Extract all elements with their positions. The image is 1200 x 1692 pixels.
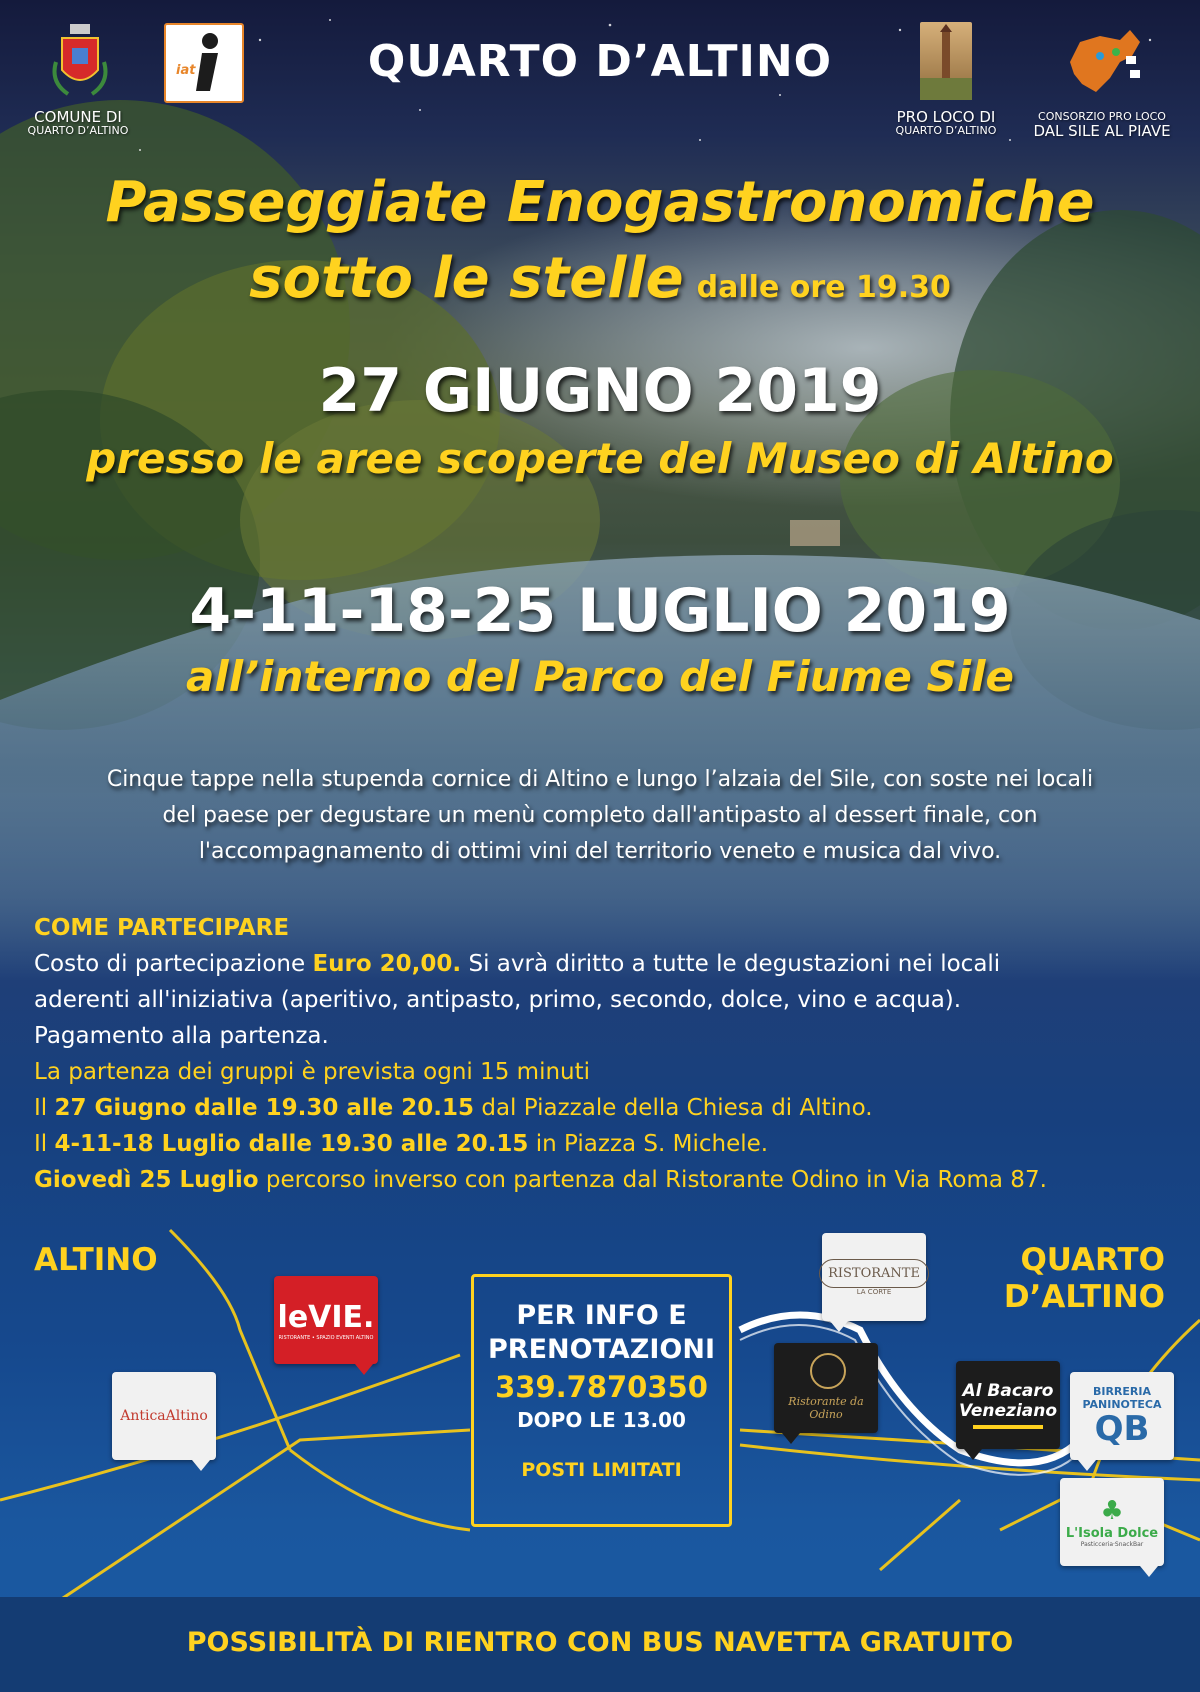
proloco-line1: PRO LOCO DI <box>896 108 996 126</box>
intro-line3: l'accompagnamento di ottimi vini del territorio veneto e musica dal vivo. <box>198 839 1002 864</box>
july-dates: 4-11-18-25 LUGLIO 2019 <box>189 576 1011 646</box>
july-location: all’interno del Parco del Fiume Sile <box>185 652 1015 701</box>
odino-crest-icon <box>810 1353 846 1389</box>
l5b: 27 Giugno dalle 19.30 alle 20.15 <box>54 1095 475 1121</box>
event-title-line2 <box>0 246 1200 311</box>
ristorante-odino-card <box>774 1343 878 1433</box>
l7b: percorso inverso con partenza dal Ristorante Odino in Via Roma 87. <box>258 1167 1047 1193</box>
levie-restaurant-card <box>274 1276 378 1364</box>
proloco-line2: QUARTO D’ALTINO <box>895 124 997 137</box>
info-line1: PER INFO E <box>516 1300 687 1331</box>
isola-dolce-sub: Pasticceria·SnackBar <box>1080 1541 1144 1548</box>
comune-line1: COMUNE DI <box>34 108 122 126</box>
partecipare-cost <box>34 946 1174 982</box>
partecipare-line4: La partenza dei gruppi è prevista ogni 15 minuti <box>34 1059 591 1085</box>
event-start-time: dalle ore 19.30 <box>696 270 951 305</box>
qb-pin-tail <box>1078 1460 1096 1471</box>
l6a: Il <box>34 1131 55 1157</box>
intro-line2: del paese per degustare un menù completo dall'antipasto al dessert finale, con <box>162 803 1038 828</box>
bacaro-pin-tail <box>964 1449 982 1460</box>
cost-value: Euro 20,00. <box>312 951 462 977</box>
info-phone[interactable]: 339.7870350 <box>495 1370 708 1404</box>
footer-text: POSSIBILITÀ DI RIENTRO CON BUS NAVETTA GRATUITO <box>186 1627 1014 1658</box>
june-date: 27 GIUGNO 2019 <box>318 356 882 426</box>
l6c: in Piazza S. Michele. <box>528 1131 769 1157</box>
l5a: Il <box>34 1095 55 1121</box>
ristorante-la-corte-sub: LA CORTE <box>856 1287 892 1296</box>
footer-band <box>0 1597 1200 1692</box>
event-title-subtitle: sotto le stelle <box>249 246 684 311</box>
qb-line1: BIRRERIA <box>1092 1385 1151 1398</box>
l7a: Giovedì 25 Luglio <box>34 1167 259 1193</box>
info-hours: DOPO LE 13.00 <box>517 1408 686 1432</box>
consorzio-line2: DAL SILE AL PIAVE <box>1033 122 1171 140</box>
l6b: 4-11-18 Luglio dalle 19.30 alle 20.15 <box>54 1131 529 1157</box>
info-limited: POSTI LIMITATI <box>521 1459 682 1481</box>
partecipare-line7 <box>34 1162 1174 1198</box>
cost-prefix: Costo di partecipazione <box>34 951 313 977</box>
ristorante-la-corte-card <box>822 1233 926 1321</box>
odino-name: Ristorante da Odino <box>788 1395 864 1421</box>
town-title: QUARTO D’ALTINO <box>367 36 833 87</box>
bacaro-line2: Veneziano <box>958 1401 1058 1421</box>
consorzio-map-icon <box>1060 22 1148 102</box>
antica-altino-card <box>112 1372 216 1460</box>
la-corte-pin-tail <box>830 1321 848 1332</box>
map-label-quarto-line2: D’ALTINO <box>1003 1279 1165 1315</box>
cost-suffix: Si avrà diritto a tutte le degustazioni nei locali <box>461 951 1001 977</box>
proloco-label <box>878 110 1014 138</box>
map-label-altino: ALTINO <box>34 1242 158 1278</box>
comune-label <box>18 110 138 138</box>
partecipare-section <box>34 910 1174 1198</box>
partecipare-line6 <box>34 1126 1174 1162</box>
antica-altino-pin-tail <box>192 1460 210 1471</box>
iat-text: iat <box>176 63 196 78</box>
levie-pin-tail <box>355 1364 373 1375</box>
consorzio-label <box>1022 110 1182 138</box>
levie-subtitle: RISTORANTE • SPAZIO EVENTI ALTINO <box>278 1334 374 1341</box>
partecipare-line3: Pagamento alla partenza. <box>34 1023 329 1049</box>
odino-pin-tail <box>782 1433 800 1444</box>
info-line2: PRENOTAZIONI <box>487 1334 715 1365</box>
proloco-tower-icon <box>920 22 972 100</box>
bacaro-veneziano-card <box>956 1361 1060 1449</box>
antica-altino-name: AnticaAltino <box>120 1408 208 1424</box>
bacaro-underline <box>973 1425 1043 1429</box>
qb-logo: QB <box>1094 1409 1150 1449</box>
consorzio-line1: CONSORZIO PRO LOCO <box>1038 110 1166 123</box>
intro-paragraph <box>0 762 1200 870</box>
isola-dolce-card <box>1060 1478 1164 1566</box>
l5c: dal Piazzale della Chiesa di Altino. <box>474 1095 873 1121</box>
isola-dolce-name: L'Isola Dolce <box>1065 1526 1159 1541</box>
event-title-line1: Passeggiate Enogastronomiche <box>105 170 1095 235</box>
intro-line1: Cinque tappe nella stupenda cornice di Altino e lungo l’alzaia del Sile, con soste nei locali <box>106 767 1094 792</box>
comune-line2: QUARTO D’ALTINO <box>27 124 129 137</box>
levie-name: leVIE. <box>277 1299 375 1335</box>
birreria-qb-card <box>1070 1372 1174 1460</box>
map-label-quarto <box>960 1242 1165 1316</box>
isola-dolce-pin-tail <box>1140 1566 1158 1577</box>
info-box <box>471 1274 732 1527</box>
partecipare-heading: COME PARTECIPARE <box>34 915 290 941</box>
june-location: presso le aree scoperte del Museo di Altino <box>86 434 1114 483</box>
qb-line2: PANINOTECA <box>1082 1398 1162 1411</box>
partecipare-line5 <box>34 1090 1174 1126</box>
palm-tree-icon: ♣ <box>1100 1496 1124 1526</box>
partecipare-line2: aderenti all'iniziativa (aperitivo, antipasto, primo, secondo, dolce, vino e acqua). <box>34 987 962 1013</box>
map-label-quarto-line1: QUARTO <box>1020 1242 1165 1278</box>
bacaro-line1: Al Bacaro <box>962 1381 1054 1401</box>
ristorante-la-corte-name: RISTORANTE <box>819 1259 929 1288</box>
